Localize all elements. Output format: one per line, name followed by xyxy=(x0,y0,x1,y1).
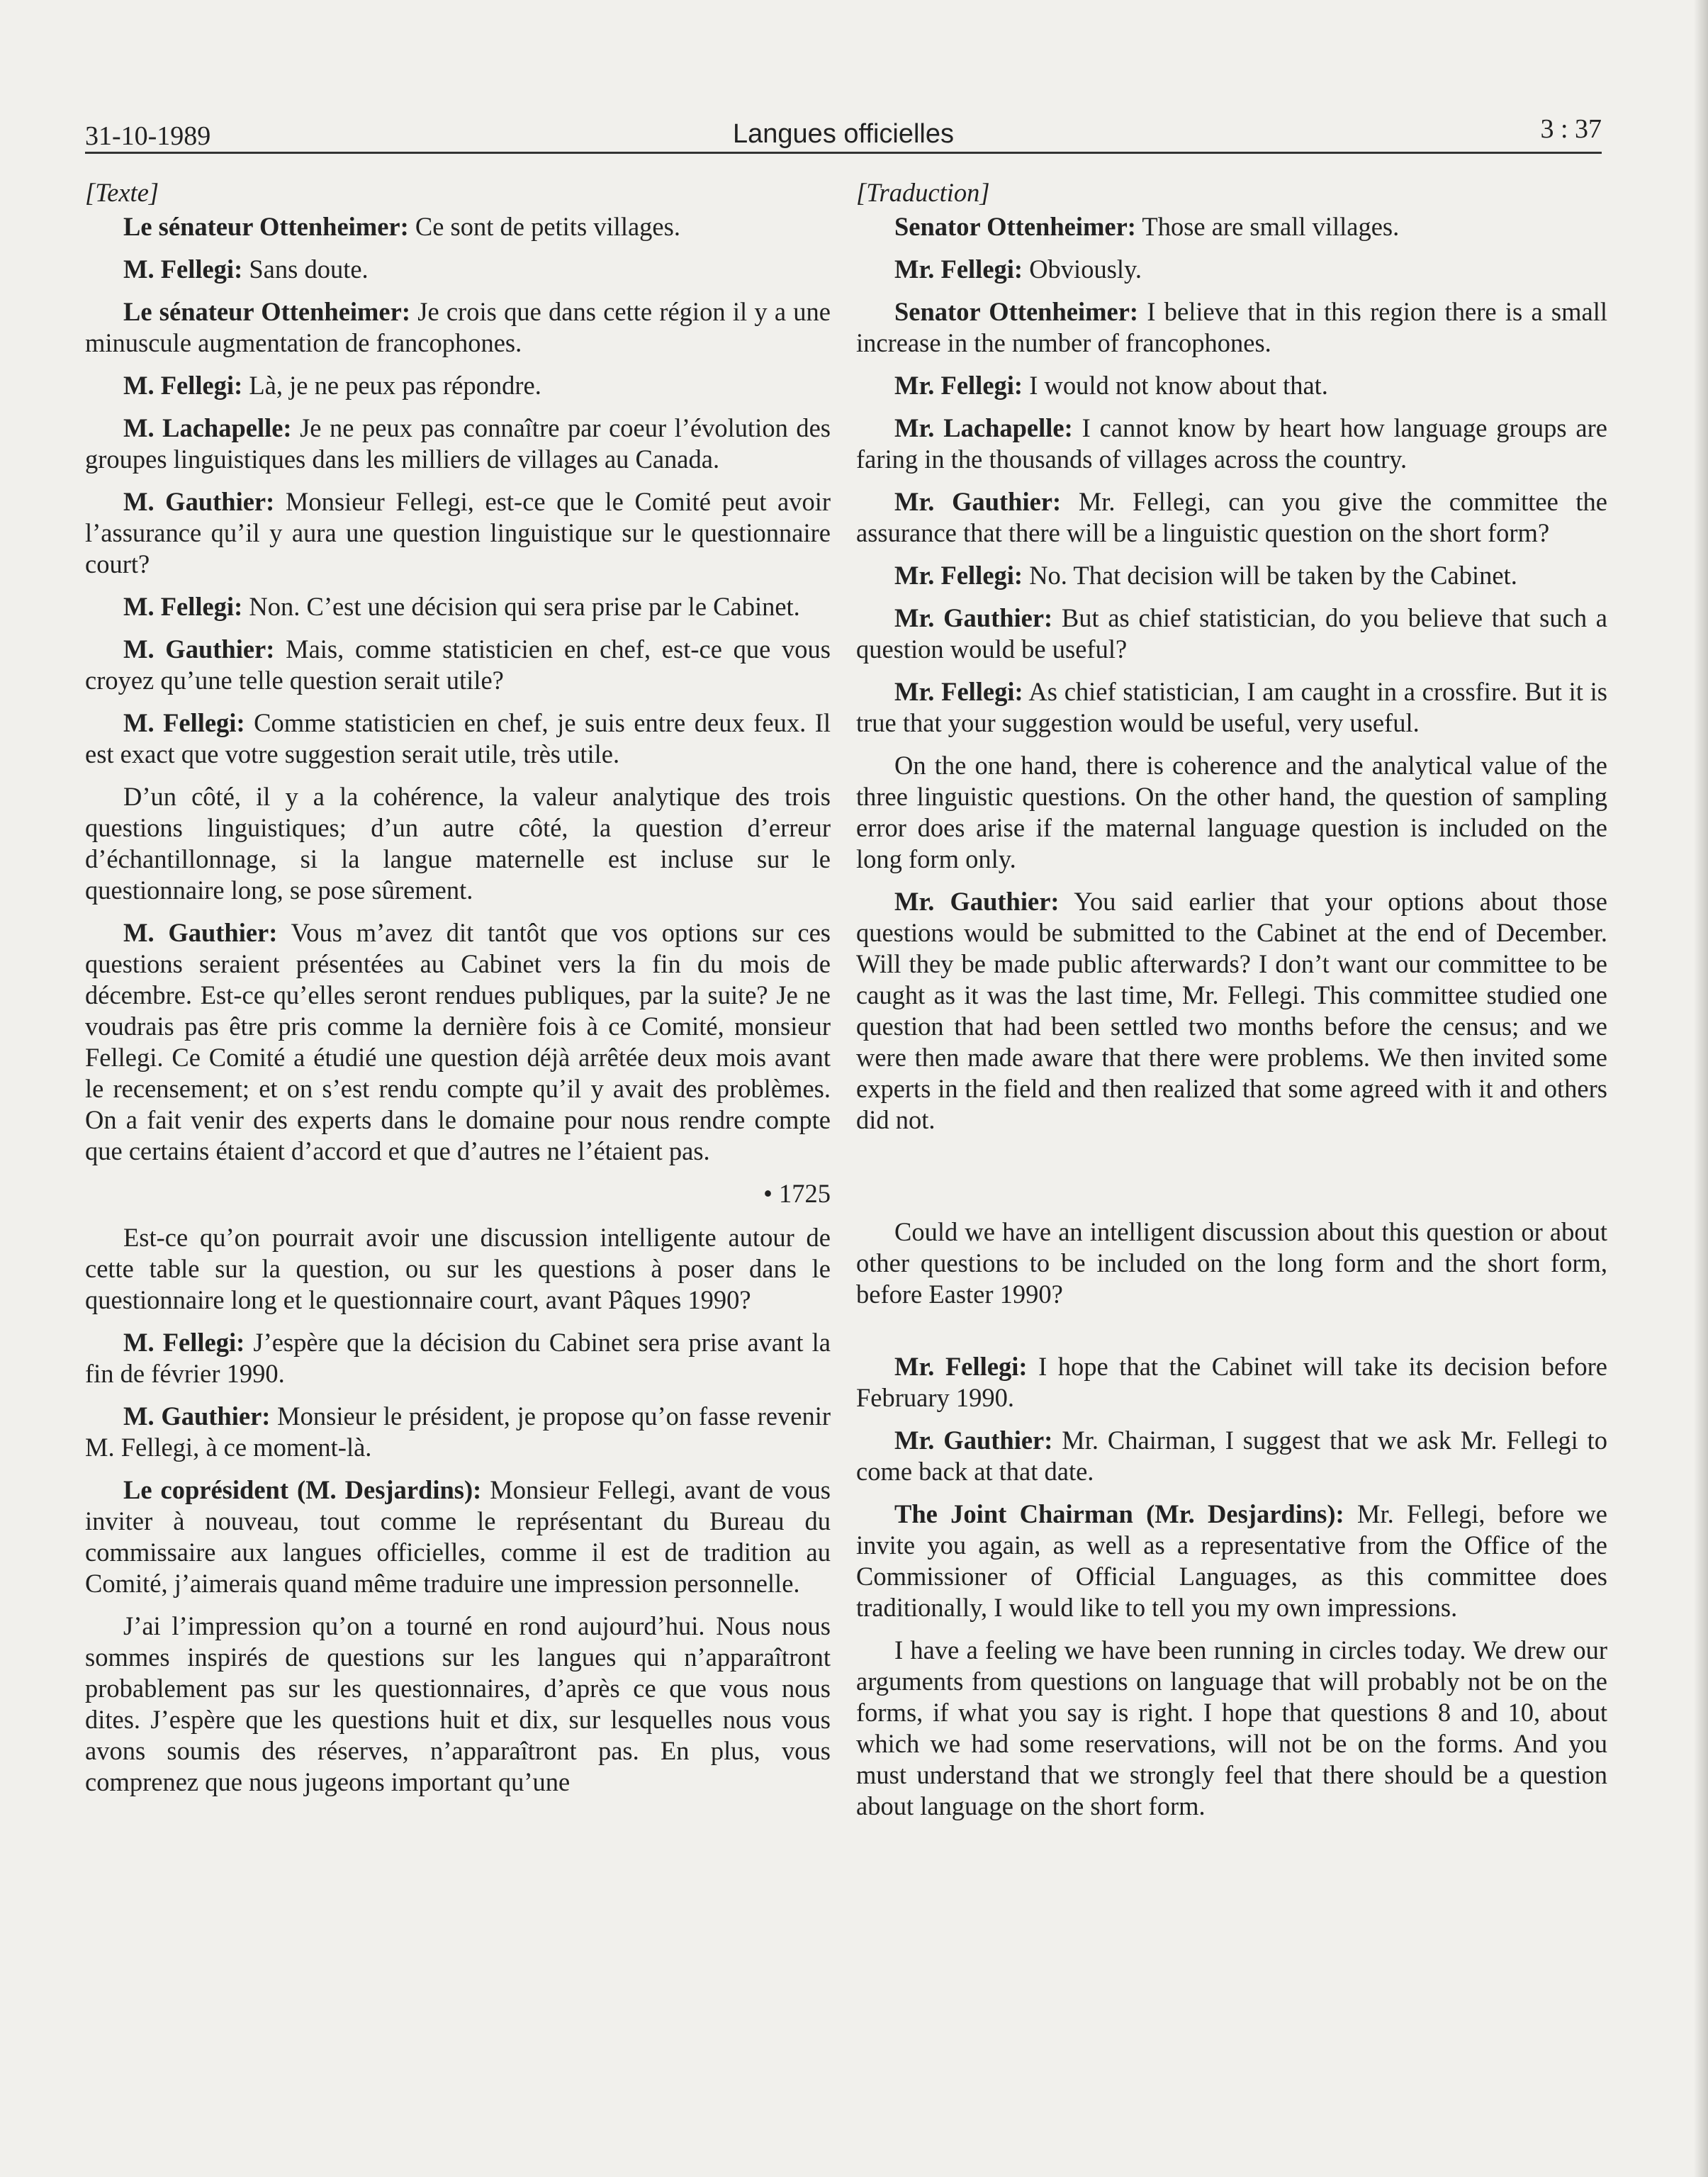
speaker: Mr. Fellegi: xyxy=(894,561,1023,590)
speech: Could we have an intelligent discussion about this question or about other questions to be included on the long form and the short form, before Easter 1990? xyxy=(856,1217,1607,1309)
speaker: Mr. Fellegi: xyxy=(894,254,1023,284)
paragraph xyxy=(856,560,1607,591)
page-edge-shadow xyxy=(1694,0,1708,2177)
paragraph xyxy=(85,591,831,622)
paragraph xyxy=(85,413,831,475)
header-page-number: 3 : 37 xyxy=(1540,114,1602,144)
paragraph xyxy=(85,1611,831,1798)
speaker: Le coprésident (M. Desjardins): xyxy=(123,1475,482,1504)
speech: Je crois que dans cette région il y a une minuscule augmentation de francophones. xyxy=(85,297,831,357)
speech: As chief statistician, I am caught in a crossfire. But it is true that your suggestion would be useful, very useful. xyxy=(856,677,1607,737)
header-rule xyxy=(85,152,1602,154)
speaker: M. Fellegi: xyxy=(123,592,243,621)
speaker: Mr. Lachapelle: xyxy=(894,413,1073,442)
header-date: 31-10-1989 xyxy=(85,121,211,151)
paragraph xyxy=(85,296,831,359)
paragraph xyxy=(85,1401,831,1463)
paragraph xyxy=(85,1474,831,1599)
speech: Sans doute. xyxy=(242,254,369,284)
speaker: M. Lachapelle: xyxy=(123,413,292,442)
speech: I would not know about that. xyxy=(1023,371,1328,400)
speaker: Mr. Fellegi: xyxy=(894,1352,1028,1381)
speaker: Mr. Gauthier: xyxy=(894,603,1053,632)
paragraph xyxy=(856,254,1607,285)
speaker: Le sénateur Ottenheimer: xyxy=(123,297,410,326)
speech: Monsieur le président, je propose qu’on fasse revenir M. Fellegi, à ce moment-là. xyxy=(85,1401,831,1462)
speaker: M. Gauthier: xyxy=(123,487,275,516)
speech: No. That decision will be taken by the Cabinet. xyxy=(1023,561,1517,590)
speech: Est-ce qu’on pourrait avoir une discussion intelligente autour de cette table sur la question, ou sur les questions à poser dans le questionnaire long et le questionnaire court, avant Pâques 1990? xyxy=(85,1223,831,1314)
speaker: M. Gauthier: xyxy=(123,634,275,664)
speech: Comme statisticien en chef, je suis entre deux feux. Il est exact que votre suggestion serait utile, très utile. xyxy=(85,708,831,768)
paragraph xyxy=(856,413,1607,475)
speech: Monsieur Fellegi, est-ce que le Comité peut avoir l’assurance qu’il y aura une question linguistique sur le questionnaire court? xyxy=(85,487,831,578)
speech: Mais, comme statisticien en chef, est-ce que vous croyez qu’une telle question serait utile? xyxy=(85,634,831,695)
paragraph xyxy=(856,211,1607,242)
paragraph xyxy=(856,296,1607,359)
speech: Je ne peux pas connaître par coeur l’évolution des groupes linguistiques dans les milliers de villages au Canada. xyxy=(85,413,831,474)
speech: D’un côté, il y a la cohérence, la valeur analytique des trois questions linguistiques; d’un autre côté, la question d’erreur d’échantillonnage, si la langue maternelle est incluse sur le questionnaire long, se pose sûrement. xyxy=(85,782,831,905)
speaker: Mr. Fellegi: xyxy=(894,371,1023,400)
speech: You said earlier that your options about those questions would be submitted to the Cabinet at the end of December. Will they be made public afterwards? I don’t want our committee to be caught as it was the last time, Mr. Fellegi. This committee studied one question that had been settled two months before the census; and we were then made aware that there were problems. We then invited some experts in the field and then realized that some agreed with it and others did not. xyxy=(856,887,1607,1134)
column-label: [Traduction] xyxy=(856,178,990,207)
paragraph xyxy=(856,1499,1607,1623)
speaker: Senator Ottenheimer: xyxy=(894,297,1139,326)
english-column xyxy=(856,177,1607,1833)
speaker: Mr. Gauthier: xyxy=(894,487,1062,516)
paragraph xyxy=(856,486,1607,549)
french-column xyxy=(85,177,831,1809)
speech: Là, je ne peux pas répondre. xyxy=(242,371,541,400)
paragraph xyxy=(85,1327,831,1389)
speech: Mr. Fellegi, before we invite you again, as well as a representative from the Office of the Commissioner of Official Languages, as this committee does traditionally, I would like to tell you my own impressions. xyxy=(856,1499,1607,1622)
time-marker: • 1725 xyxy=(763,1179,831,1208)
speaker: M. Gauthier: xyxy=(123,1401,271,1431)
speech: Monsieur Fellegi, avant de vous inviter à nouveau, tout comme le représentant du Bureau du commissaire aux langues officielles, comme il est de tradition au Comité, j’aimerais quand même traduire une impression personnelle. xyxy=(85,1475,831,1598)
paragraph xyxy=(856,886,1607,1136)
paragraph xyxy=(856,1216,1607,1310)
paragraph xyxy=(856,1635,1607,1822)
speaker: M. Fellegi: xyxy=(123,254,243,284)
paragraph xyxy=(85,254,831,285)
spacer xyxy=(856,1147,1607,1216)
paragraph xyxy=(85,917,831,1167)
speech: I cannot know by heart how language groups are faring in the thousands of villages across the country. xyxy=(856,413,1607,474)
speech: Vous m’avez dit tantôt que vos options sur ces questions seraient présentées au Cabinet vers la fin du mois de décembre. Est-ce qu’elles seront rendues publiques, par la suite? Je ne voudrais pas être pris comme la dernière fois à ce Comité, monsieur Fellegi. Ce Comité a étudié une question déjà arrêtée deux mois avant le recensement; et on s’est rendu compte qu’il y avait des problèmes. On a fait venir des experts dans le domaine pour nous rendre compte que certains étaient d’accord et que d’autres ne l’étaient pas. xyxy=(85,918,831,1165)
paragraph xyxy=(85,486,831,580)
speaker: M. Fellegi: xyxy=(123,708,245,737)
speaker: Senator Ottenheimer: xyxy=(894,212,1136,241)
paragraph xyxy=(856,370,1607,401)
speech: Those are small villages. xyxy=(1135,212,1400,241)
speaker: Mr. Gauthier: xyxy=(894,887,1060,916)
paragraph xyxy=(85,370,831,401)
speaker: M. Gauthier: xyxy=(123,918,278,947)
speaker: Mr. Gauthier: xyxy=(894,1426,1053,1455)
speaker: M. Fellegi: xyxy=(123,371,243,400)
speech: J’ai l’impression qu’on a tourné en rond aujourd’hui. Nous nous sommes inspirés de questions sur les langues qui n’apparaîtront probablement pas sur les questionnaires, d’après ce que vous nous dites. J’espère que les questions huit et dix, sur lesquelles nous vous avons soumis des réserves, n’apparaîtront pas. En plus, vous comprenez que nous jugeons important qu’une xyxy=(85,1611,831,1796)
speech: J’espère que la décision du Cabinet sera prise avant la fin de février 1990. xyxy=(85,1328,831,1388)
speech: I hope that the Cabinet will take its decision before February 1990. xyxy=(856,1352,1607,1412)
paragraph xyxy=(85,634,831,696)
speech: I believe that in this region there is a small increase in the number of francophones. xyxy=(856,297,1607,357)
speech: But as chief statistician, do you believe that such a question would be useful? xyxy=(856,603,1607,664)
speaker: The Joint Chairman (Mr. Desjardins): xyxy=(894,1499,1344,1528)
speech: Mr. Fellegi, can you give the committee the assurance that there will be a linguistic question on the short form? xyxy=(856,487,1607,547)
paragraph xyxy=(85,1222,831,1316)
paragraph xyxy=(856,750,1607,875)
spacer xyxy=(856,1321,1607,1351)
paragraph xyxy=(856,1425,1607,1487)
speaker: Mr. Fellegi: xyxy=(894,677,1023,706)
speech: Mr. Chairman, I suggest that we ask Mr. Fellegi to come back at that date. xyxy=(856,1426,1607,1486)
speaker: Le sénateur Ottenheimer: xyxy=(123,212,409,241)
speech: Ce sont de petits villages. xyxy=(408,212,680,241)
paragraph xyxy=(856,676,1607,739)
paragraph xyxy=(85,211,831,242)
speech: I have a feeling we have been running in circles today. We drew our arguments from questions on language that will probably not be on the forms, if what you say is right. I hope that questions 8 and 10, about which we had some reservations, will not be on the forms. And you must understand that we strongly feel that there should be a question about language on the short form. xyxy=(856,1635,1607,1820)
page-header xyxy=(85,113,1602,156)
speech: Obviously. xyxy=(1023,254,1142,284)
column-label: [Texte] xyxy=(85,178,159,207)
speaker: M. Fellegi: xyxy=(123,1328,245,1357)
header-title: Langues officielles xyxy=(733,119,954,149)
paragraph xyxy=(856,603,1607,665)
paragraph xyxy=(85,781,831,906)
paragraph xyxy=(85,707,831,770)
paragraph xyxy=(856,1351,1607,1414)
speech: Non. C’est une décision qui sera prise par le Cabinet. xyxy=(242,592,800,621)
speech: On the one hand, there is coherence and the analytical value of the three linguistic questions. On the other hand, the question of sampling error does arise if the maternal language question is included on the long form only. xyxy=(856,751,1607,873)
